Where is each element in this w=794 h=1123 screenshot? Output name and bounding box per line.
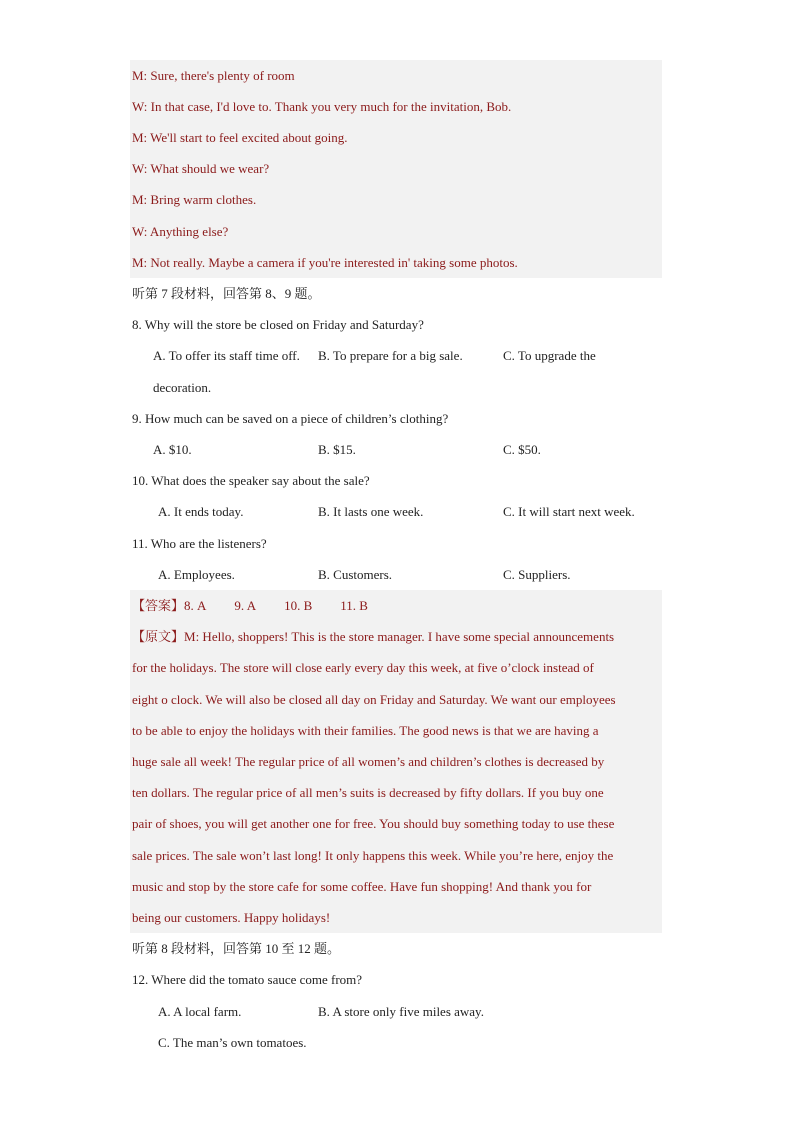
- option-c-continued: decoration.: [153, 380, 212, 395]
- answer-item: 9. A: [234, 598, 257, 613]
- answer-label: 【答案】: [132, 598, 185, 613]
- option-b: B. $15.: [318, 442, 356, 457]
- answer-item: 11. B: [340, 598, 368, 613]
- question-stem: 9. How much can be saved on a piece of children’s clothing?: [132, 411, 449, 426]
- option-c: C. To upgrade the: [503, 348, 596, 363]
- dialogue-line: W: What should we wear?: [132, 161, 270, 176]
- option-c: C. It will start next week.: [503, 504, 635, 519]
- transcript-line: to be able to enjoy the holidays with their families. The good news is that we are having a: [132, 723, 599, 738]
- option-a: A. To offer its staff time off.: [153, 348, 300, 363]
- option-c: C. Suppliers.: [503, 567, 571, 582]
- transcript-text: M: Hello, shoppers! This is the store manager. I have some special announcements: [184, 629, 615, 644]
- transcript-line: [132, 627, 614, 647]
- transcript-line: huge sale all week! The regular price of all women’s and children’s clothes is decreased by: [132, 754, 605, 769]
- transcript-line: eight o clock. We will also be closed all day on Friday and Saturday. We want our employees: [132, 692, 616, 707]
- transcript-line: music and stop by the store cafe for some coffee. Have fun shopping! And thank you for: [132, 879, 592, 894]
- transcript-line: ten dollars. The regular price of all men’s suits is decreased by fifty dollars. If you buy one: [132, 785, 604, 800]
- transcript-line: sale prices. The sale won’t last long! It only happens this week. While you’re here, enjoy the: [132, 848, 614, 863]
- transcript-line: for the holidays. The store will close early every day this week, at five o’clock instead of: [132, 660, 594, 675]
- option-b: B. A store only five miles away.: [318, 1004, 484, 1019]
- option-c: C. The man’s own tomatoes.: [158, 1035, 307, 1050]
- option-a: A. $10.: [153, 442, 192, 457]
- section-heading: 听第 8 段材料，回答第 10 至 12 题。: [132, 941, 341, 956]
- option-a: A. Employees.: [158, 567, 235, 582]
- dialogue-line: W: In that case, I'd love to. Thank you very much for the invitation, Bob.: [132, 99, 512, 114]
- question-stem: 11. Who are the listeners?: [132, 536, 267, 551]
- dialogue-line: M: Sure, there's plenty of room: [132, 68, 295, 83]
- dialogue-line: W: Anything else?: [132, 224, 229, 239]
- answer-item: 8. A: [184, 598, 207, 613]
- transcript-line: pair of shoes, you will get another one for free. You should buy something today to use these: [132, 816, 615, 831]
- answer-item: 10. B: [284, 598, 313, 613]
- dialogue-line: M: Not really. Maybe a camera if you're interested in' taking some photos.: [132, 255, 518, 270]
- question-stem: 8. Why will the store be closed on Friday and Saturday?: [132, 317, 424, 332]
- section-heading: 听第 7 段材料，回答第 8、9 题。: [132, 286, 321, 301]
- option-b: B. Customers.: [318, 567, 393, 582]
- option-c: C. $50.: [503, 442, 541, 457]
- option-b: B. It lasts one week.: [318, 504, 424, 519]
- option-a: A. A local farm.: [158, 1004, 242, 1019]
- option-b: B. To prepare for a big sale.: [318, 348, 463, 363]
- dialogue-line: M: We'll start to feel excited about going.: [132, 130, 348, 145]
- answer-row: [132, 596, 368, 616]
- transcript-line: being our customers. Happy holidays!: [132, 910, 331, 925]
- transcript-label: 【原文】: [132, 629, 185, 644]
- question-stem: 12. Where did the tomato sauce come from?: [132, 972, 363, 987]
- option-a: A. It ends today.: [158, 504, 244, 519]
- question-stem: 10. What does the speaker say about the sale?: [132, 473, 370, 488]
- dialogue-line: M: Bring warm clothes.: [132, 192, 257, 207]
